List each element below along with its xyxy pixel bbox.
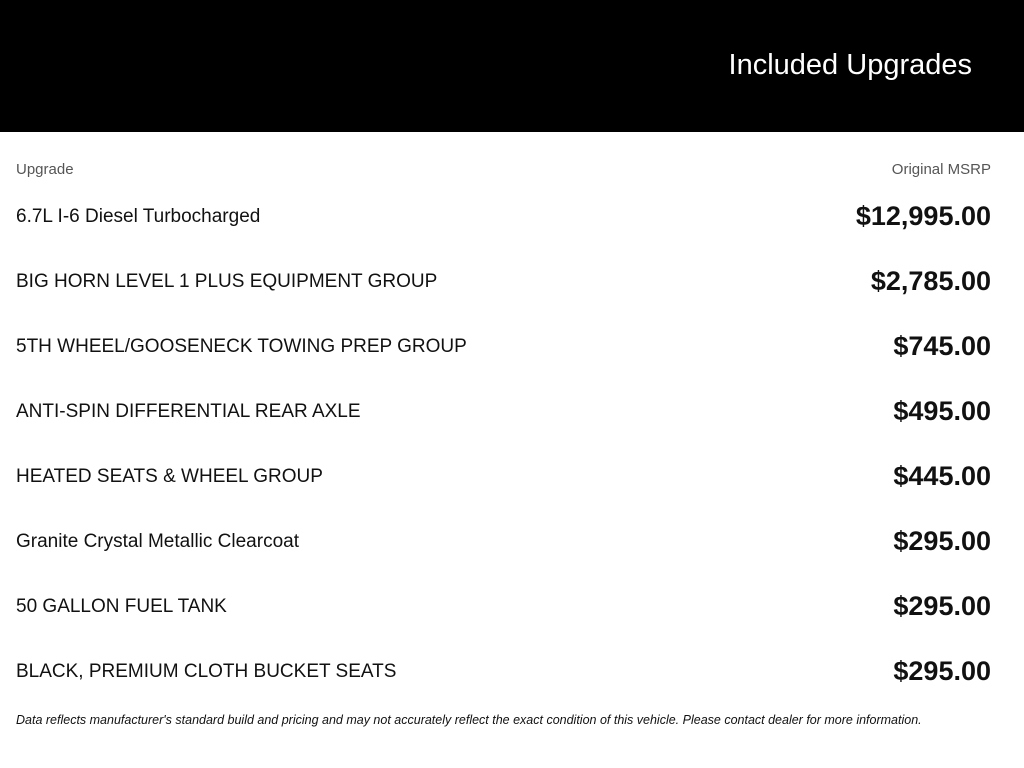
upgrade-price: $295.00 [893,526,991,556]
page-title: Included Upgrades [728,49,972,81]
upgrade-price: $445.00 [893,461,991,491]
upgrade-row [16,250,991,315]
header-bar [0,0,1024,132]
upgrade-name: 5TH WHEEL/GOOSENECK TOWING PREP GROUP [16,336,467,357]
upgrade-row [16,510,991,575]
upgrade-row [16,185,991,250]
upgrade-name: Granite Crystal Metallic Clearcoat [16,531,299,552]
upgrade-row [16,640,991,705]
upgrade-price: $495.00 [893,396,991,426]
upgrade-name: BIG HORN LEVEL 1 PLUS EQUIPMENT GROUP [16,271,438,292]
upgrade-name: 50 GALLON FUEL TANK [16,596,227,617]
upgrade-name: ANTI-SPIN DIFFERENTIAL REAR AXLE [16,401,361,422]
upgrade-name: 6.7L I-6 Diesel Turbocharged [16,206,261,227]
upgrade-price: $295.00 [893,656,991,686]
upgrades-list [16,185,991,705]
column-header-upgrade: Upgrade [16,161,74,178]
upgrade-row [16,575,991,640]
upgrade-price: $295.00 [893,591,991,621]
upgrade-name: HEATED SEATS & WHEEL GROUP [16,466,323,487]
upgrade-row [16,380,991,445]
upgrade-price: $12,995.00 [855,201,991,231]
upgrade-row [16,445,991,510]
upgrade-name: BLACK, PREMIUM CLOTH BUCKET SEATS [16,661,397,682]
upgrade-price: $745.00 [893,331,991,361]
upgrade-row [16,315,991,380]
upgrade-price: $2,785.00 [870,266,991,296]
column-header-msrp: Original MSRP [891,161,991,178]
disclaimer-text: Data reflects manufacturer's standard build and pricing and may not accurately reflect the exact condition of this vehicle. Please contact dealer for more information. [16,713,922,727]
